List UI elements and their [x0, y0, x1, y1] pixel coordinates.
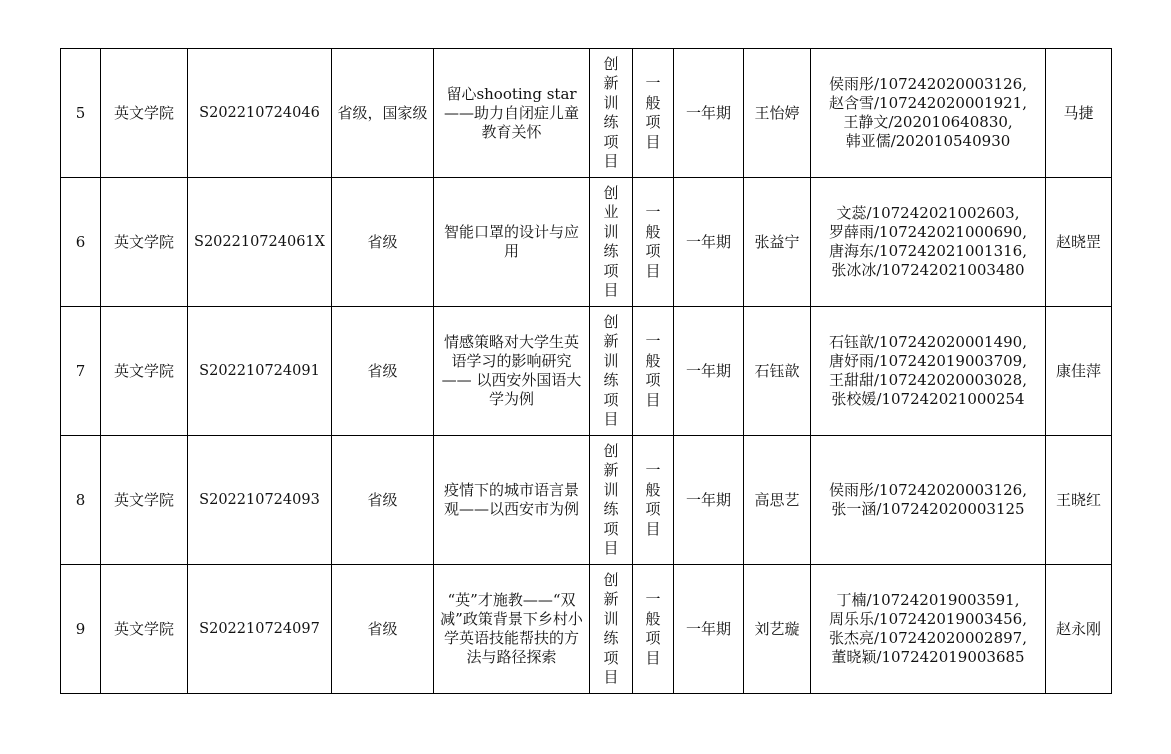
member-entry: 文蕊/107242021002603,	[836, 204, 1020, 222]
member-entry: 丁楠/107242019003591,	[836, 591, 1020, 609]
project-type-cell	[590, 178, 633, 307]
member-entry: 王静文/202010640830,	[843, 113, 1013, 131]
member-entry: 张校媛/107242021000254	[831, 390, 1025, 408]
member-entry: 张杰亮/107242020002897,	[829, 629, 1027, 647]
member-entry: 罗薛雨/107242021000690,	[829, 223, 1027, 241]
project-type-text: 创新训练项目	[603, 441, 619, 557]
table-row	[61, 307, 1112, 436]
project-category-text: 一般项目	[645, 332, 661, 409]
member-entry: 侯雨彤/107242020003126,	[829, 481, 1027, 499]
leader-cell: 高思艺	[744, 436, 811, 565]
project-id-cell: S202210724046	[188, 49, 332, 178]
project-category-cell	[633, 565, 674, 694]
table-row	[61, 565, 1112, 694]
project-type-text: 创新训练项目	[603, 570, 619, 686]
row-index: 8	[61, 436, 101, 565]
project-type-text: 创新训练项目	[603, 54, 619, 170]
member-entry: 侯雨彤/107242020003126,	[829, 75, 1027, 93]
level-cell: 省级	[332, 436, 434, 565]
row-index: 9	[61, 565, 101, 694]
level-cell: 省级	[332, 178, 434, 307]
project-type-cell	[590, 565, 633, 694]
member-entry: 周乐乐/107242019003456,	[829, 610, 1027, 628]
leader-cell: 王怡婷	[744, 49, 811, 178]
table-row	[61, 178, 1112, 307]
college-cell: 英文学院	[101, 49, 188, 178]
level-cell: 省级，国家级	[332, 49, 434, 178]
duration-cell: 一年期	[674, 436, 744, 565]
duration-cell: 一年期	[674, 49, 744, 178]
row-index: 7	[61, 307, 101, 436]
table-row	[61, 49, 1112, 178]
project-category-cell	[633, 178, 674, 307]
row-index: 6	[61, 178, 101, 307]
college-cell: 英文学院	[101, 307, 188, 436]
member-entry: 王甜甜/107242020003028,	[829, 371, 1027, 389]
member-entry: 韩亚儒/202010540930	[845, 132, 1011, 150]
project-title-cell: 智能口罩的设计与应用	[434, 178, 590, 307]
leader-cell: 石钰歆	[744, 307, 811, 436]
project-type-cell	[590, 436, 633, 565]
members-cell	[811, 49, 1046, 178]
project-title-cell: 留心shooting star——助力自闭症儿童教育关怀	[434, 49, 590, 178]
project-title-cell: “英”才施教——“双减”政策背景下乡村小学英语技能帮扶的方法与路径探索	[434, 565, 590, 694]
project-category-cell	[633, 436, 674, 565]
members-cell	[811, 565, 1046, 694]
college-cell: 英文学院	[101, 178, 188, 307]
project-id-cell: S202210724091	[188, 307, 332, 436]
project-type-text: 创新训练项目	[603, 312, 619, 428]
project-category-cell	[633, 49, 674, 178]
advisor-cell: 赵晓罡	[1046, 178, 1112, 307]
project-type-cell	[590, 307, 633, 436]
leader-cell: 刘艺璇	[744, 565, 811, 694]
member-entry: 董晓颖/107242019003685	[831, 648, 1025, 666]
project-type-cell	[590, 49, 633, 178]
level-cell: 省级	[332, 307, 434, 436]
table-body	[61, 49, 1112, 694]
project-id-cell: S202210724093	[188, 436, 332, 565]
members-cell	[811, 178, 1046, 307]
advisor-cell: 赵永刚	[1046, 565, 1112, 694]
member-entry: 赵含雪/107242020001921,	[829, 94, 1027, 112]
leader-cell: 张益宁	[744, 178, 811, 307]
project-table	[60, 48, 1112, 694]
member-entry: 唐妤雨/107242019003709,	[829, 352, 1027, 370]
college-cell: 英文学院	[101, 565, 188, 694]
project-category-text: 一般项目	[645, 590, 661, 667]
duration-cell: 一年期	[674, 565, 744, 694]
project-id-cell: S202210724097	[188, 565, 332, 694]
project-category-cell	[633, 307, 674, 436]
project-category-text: 一般项目	[645, 74, 661, 151]
advisor-cell: 康佳萍	[1046, 307, 1112, 436]
project-title-cell: 疫情下的城市语言景观——以西安市为例	[434, 436, 590, 565]
members-cell	[811, 307, 1046, 436]
table-row	[61, 436, 1112, 565]
project-title-cell: 情感策略对大学生英语学习的影响研究—— 以西安外国语大学为例	[434, 307, 590, 436]
member-entry: 张冰冰/107242021003480	[831, 261, 1025, 279]
advisor-cell: 马捷	[1046, 49, 1112, 178]
member-entry: 石钰歆/107242020001490,	[829, 333, 1027, 351]
duration-cell: 一年期	[674, 307, 744, 436]
project-category-text: 一般项目	[645, 461, 661, 538]
project-id-cell: S202210724061X	[188, 178, 332, 307]
project-category-text: 一般项目	[645, 203, 661, 280]
project-type-text: 创业训练项目	[603, 183, 619, 299]
members-cell	[811, 436, 1046, 565]
duration-cell: 一年期	[674, 178, 744, 307]
advisor-cell: 王晓红	[1046, 436, 1112, 565]
level-cell: 省级	[332, 565, 434, 694]
member-entry: 张一涵/107242020003125	[831, 500, 1025, 518]
row-index: 5	[61, 49, 101, 178]
college-cell: 英文学院	[101, 436, 188, 565]
member-entry: 唐海东/107242021001316,	[829, 242, 1027, 260]
